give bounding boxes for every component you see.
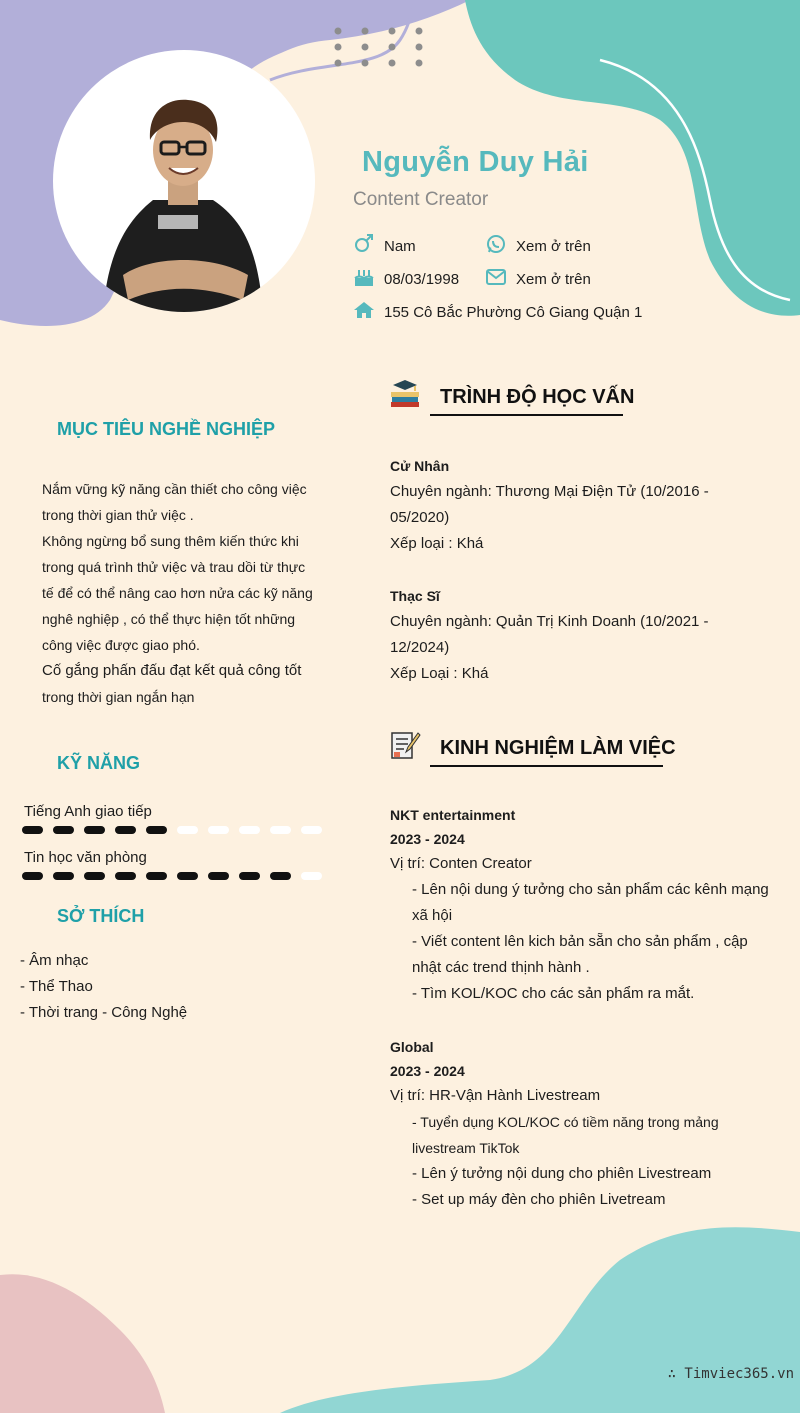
hobbies-title: SỞ THÍCH: [57, 906, 145, 926]
email-envelope-icon: [485, 266, 507, 288]
address-value: 155 Cô Bắc Phường Cô Giang Quận 1: [384, 304, 643, 321]
experience-underline: [430, 765, 663, 767]
candidate-role: Content Creator: [353, 189, 489, 210]
objective-text: [42, 476, 318, 710]
job-task: - Viết content lên kich bản sẵn cho sản phẩm , cập: [412, 933, 748, 950]
job-period: 2023 - 2024: [390, 1063, 465, 1079]
skill-dot: [239, 826, 260, 834]
experience-title: KINH NGHIỆM LÀM VIỆC: [440, 737, 676, 759]
whatsapp-phone-icon: [485, 233, 507, 255]
job-period: 2023 - 2024: [390, 831, 465, 847]
skill-dot: [115, 872, 136, 880]
degree-name: Cử Nhân: [390, 458, 450, 474]
objective-line: tế để có thể nâng cao hơn nửa các kỹ năng: [42, 585, 313, 601]
person-photo-icon: [53, 50, 315, 312]
books-graduation-icon: [389, 378, 421, 415]
avatar: [53, 50, 315, 312]
birthday-cake-icon: [353, 266, 375, 288]
objective-line: trong thời gian ngắn hạn: [42, 689, 195, 705]
education-item: [390, 583, 780, 687]
education-item: [390, 453, 780, 557]
objective-title: MỤC TIÊU NGHỀ NGHIỆP: [57, 419, 276, 439]
skill-dot: [53, 872, 74, 880]
skill-dot: [301, 872, 322, 880]
job-tasks: [390, 1109, 780, 1213]
gender-icon: [353, 233, 375, 255]
skill-dot: [146, 826, 167, 834]
candidate-name: Nguyễn Duy Hải: [362, 146, 589, 178]
objective-line: công việc được giao phó.: [42, 637, 200, 653]
skill-dot: [270, 872, 291, 880]
birthday-value: 08/03/1998: [384, 271, 460, 288]
hobby-item: ⁣- Âm nhạc: [20, 952, 89, 969]
degree-grade: Xếp loại : Khá: [390, 535, 484, 552]
skill-rating-english: [22, 826, 322, 834]
phone-value: Xem ở trên: [516, 238, 591, 255]
home-address-icon: [353, 299, 375, 321]
job-position: Vị trí: HR-Vận Hành Livestream: [390, 1087, 601, 1104]
job-company: NKT entertainment: [390, 807, 516, 823]
skill-dot: [84, 826, 105, 834]
job-task: - Lên nội dung ý tưởng cho sản phẩm các kênh mạng: [412, 881, 769, 898]
degree-major-cont: 05/2020): [390, 509, 450, 526]
job-task: - Set up máy đèn cho phiên Livetream: [412, 1191, 666, 1208]
job-task: - Lên ý tưởng nội dung cho phiên Livestream: [412, 1165, 712, 1182]
job-tasks: [390, 877, 780, 1007]
degree-grade: Xếp Loại : Khá: [390, 665, 489, 682]
email-value: Xem ở trên: [516, 271, 591, 288]
hobbies-list: [20, 948, 187, 1026]
objective-line: trong thời gian thử việc .: [42, 507, 194, 523]
hobby-item: - Thể Thao: [20, 978, 93, 995]
skill-rating-office: [22, 872, 322, 880]
objective-line: Nắm vững kỹ năng cần thiết cho công việc: [42, 481, 307, 497]
skills-title: KỸ NĂNG: [57, 753, 141, 773]
job-task: nhật các trend thịnh hành .: [412, 959, 590, 976]
degree-major-cont: 12/2024): [390, 639, 450, 656]
job-item: [390, 803, 780, 1007]
job-task: - Tuyển dụng KOL/KOC có tiềm năng trong mảng: [412, 1114, 719, 1130]
degree-major: Chuyên ngành: Thương Mại Điện Tử (10/2016 -: [390, 483, 709, 500]
skill-name: Tiếng Anh giao tiếp: [24, 803, 152, 820]
skill-dot: [208, 826, 229, 834]
job-item: [390, 1035, 780, 1213]
skill-dot: [270, 826, 291, 834]
job-task: xã hội: [412, 907, 453, 924]
skill-dot: [115, 826, 136, 834]
skill-dot: [146, 872, 167, 880]
job-company: Global: [390, 1039, 434, 1055]
gender-value: Nam: [384, 238, 416, 255]
skill-dot: [239, 872, 260, 880]
skill-dot: [301, 826, 322, 834]
skill-dot: [22, 872, 43, 880]
skill-dot: [22, 826, 43, 834]
objective-line: trong quá trình thử việc và trau dồi từ thực: [42, 559, 306, 575]
objective-line: nghê nghiệp , có thể thực hiện tốt những: [42, 611, 296, 627]
skill-dot: [177, 826, 198, 834]
degree-major: Chuyên ngành: Quản Trị Kinh Doanh (10/2021 -: [390, 613, 709, 630]
document-pen-icon: [389, 729, 421, 766]
skill-name: Tin học văn phòng: [24, 849, 147, 866]
job-task: livestream TikTok: [412, 1140, 520, 1156]
skill-dot: [53, 826, 74, 834]
hobby-item: - Thời trang - Công Nghệ: [20, 1004, 188, 1021]
job-position: Vị trí: Conten Creator: [390, 855, 532, 872]
education-title: TRÌNH ĐỘ HỌC VẤN: [440, 386, 635, 408]
degree-name: Thạc Sĩ: [390, 588, 440, 604]
skill-dot: [84, 872, 105, 880]
skill-dot: [208, 872, 229, 880]
education-underline: [430, 414, 623, 416]
watermark-text: ∴ Timviec365.vn: [667, 1366, 794, 1382]
objective-line: Cố gắng phấn đấu đạt kết quả công tốt: [42, 662, 302, 679]
objective-line: Không ngừng bổ sung thêm kiến thức khi: [42, 533, 299, 549]
job-task: - Tìm KOL/KOC cho các sản phẩm ra mắt.: [412, 985, 695, 1002]
skill-dot: [177, 872, 198, 880]
